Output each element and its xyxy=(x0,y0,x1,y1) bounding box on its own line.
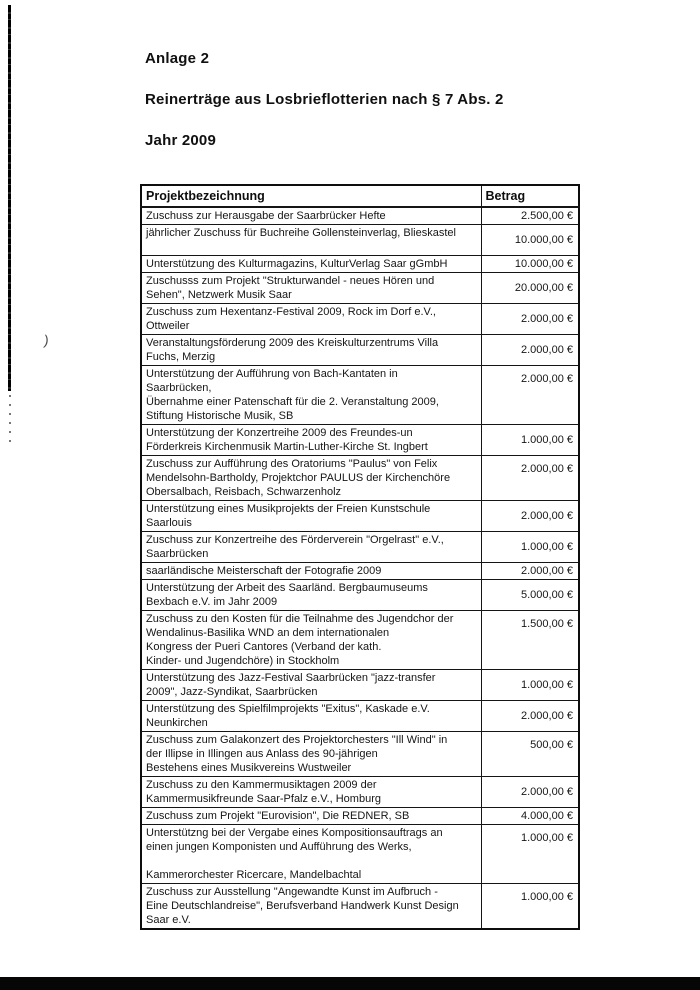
amount-cell: 10.000,00 € xyxy=(481,225,579,256)
project-cell: Zuschuss zur Aufführung des Oratoriums "Paulus" von Felix Mendelsohn-Bartholdy, Projektchor PAULUS der Kirchenchöre Obersalbach, Reisbach, Schwarzenholz xyxy=(141,456,481,501)
project-cell: Zuschuss zum Projekt "Eurovision", Die REDNER, SB xyxy=(141,808,481,825)
table-row xyxy=(141,256,579,273)
table-row xyxy=(141,884,579,930)
table-row xyxy=(141,563,579,580)
scan-artifact-bottom-bar xyxy=(0,977,700,990)
scan-artifact-left-line xyxy=(8,5,11,391)
table-row xyxy=(141,501,579,532)
project-cell: Unterstützung des Jazz-Festival Saarbrücken "jazz-transfer 2009", Jazz-Syndikat, Saarbrücken xyxy=(141,670,481,701)
amount-cell: 2.000,00 € xyxy=(481,563,579,580)
table-header-row xyxy=(141,185,579,207)
project-cell: Unterstützung eines Musikprojekts der Freien Kunstschule Saarlouis xyxy=(141,501,481,532)
column-header-amount: Betrag xyxy=(481,185,579,207)
project-cell: Zuschuss zum Hexentanz-Festival 2009, Rock im Dorf e.V., Ottweiler xyxy=(141,304,481,335)
amount-cell: 2.500,00 € xyxy=(481,207,579,225)
amount-cell: 1.500,00 € xyxy=(481,611,579,670)
project-cell: saarländische Meisterschaft der Fotografie 2009 xyxy=(141,563,481,580)
project-cell: Zuschuss zu den Kosten für die Teilnahme des Jugendchor der Wendalinus-Basilika WND an dem internationalen Kongress der Pueri Cantores (Verband der kath. Kinder- und Jugendchöre) in Stockholm xyxy=(141,611,481,670)
table-row xyxy=(141,456,579,501)
amount-cell: 2.000,00 € xyxy=(481,501,579,532)
document-header xyxy=(145,50,504,173)
table-row xyxy=(141,225,579,256)
table-row xyxy=(141,732,579,777)
attachment-title: Anlage 2 xyxy=(145,50,210,67)
table-row xyxy=(141,701,579,732)
table-row xyxy=(141,366,579,425)
column-header-project: Projektbezeichnung xyxy=(141,185,481,207)
amount-cell: 5.000,00 € xyxy=(481,580,579,611)
amount-cell: 10.000,00 € xyxy=(481,256,579,273)
table-row xyxy=(141,825,579,884)
margin-handwritten-mark: ) xyxy=(42,331,50,349)
amount-cell: 500,00 € xyxy=(481,732,579,777)
project-cell: Zuschuss zu den Kammermusiktagen 2009 der Kammermusikfreunde Saar-Pfalz e.V., Homburg xyxy=(141,777,481,808)
amount-cell: 2.000,00 € xyxy=(481,777,579,808)
project-cell: Zuschuss zum Galakonzert des Projektorchesters "Ill Wind" in der Illipse in Illingen aus Anlass des 90-jährigen Bestehens eines Musikvereins Wustweiler xyxy=(141,732,481,777)
year-title: Jahr 2009 xyxy=(145,132,217,149)
table-row xyxy=(141,611,579,670)
project-cell: Unterstützung des Spielfilmprojekts "Exitus", Kaskade e.V. Neunkirchen xyxy=(141,701,481,732)
amount-cell: 2.000,00 € xyxy=(481,701,579,732)
amount-cell: 1.000,00 € xyxy=(481,532,579,563)
project-cell: Unterstützung der Konzertreihe 2009 des Freundes-un Förderkreis Kirchenmusik Martin-Luther-Kirche St. Ingbert xyxy=(141,425,481,456)
table-row xyxy=(141,532,579,563)
table-row xyxy=(141,670,579,701)
project-cell: jährlicher Zuschuss für Buchreihe Gollensteinverlag, Blieskastel xyxy=(141,225,481,256)
project-cell: Zuschuss zur Ausstellung "Angewandte Kunst im Aufbruch - Eine Deutschlandreise", Berufsverband Handwerk Kunst Design Saar e.V. xyxy=(141,884,481,930)
table-row xyxy=(141,273,579,304)
table-row xyxy=(141,580,579,611)
amount-cell: 2.000,00 € xyxy=(481,335,579,366)
table-row xyxy=(141,777,579,808)
table-row xyxy=(141,207,579,225)
table-row xyxy=(141,304,579,335)
amount-cell: 1.000,00 € xyxy=(481,670,579,701)
page-title: Reinerträge aus Losbrieflotterien nach § 7 Abs. 2 xyxy=(145,91,504,108)
project-cell: Veranstaltungsförderung 2009 des Kreiskulturzentrums Villa Fuchs, Merzig xyxy=(141,335,481,366)
amount-cell: 2.000,00 € xyxy=(481,366,579,425)
amount-cell: 1.000,00 € xyxy=(481,884,579,930)
amount-cell: 20.000,00 € xyxy=(481,273,579,304)
grants-table xyxy=(140,184,580,930)
amount-cell: 2.000,00 € xyxy=(481,304,579,335)
amount-cell: 1.000,00 € xyxy=(481,425,579,456)
project-cell: Zuschusss zum Projekt "Strukturwandel - neues Hören und Sehen", Netzwerk Musik Saar xyxy=(141,273,481,304)
project-cell: Unterstützung der Arbeit des Saarländ. Bergbaumuseums Bexbach e.V. im Jahr 2009 xyxy=(141,580,481,611)
project-cell: Unterstützung der Aufführung von Bach-Kantaten in Saarbrücken, Übernahme einer Patenschaft für die 2. Veranstaltung 2009, Stiftung Historische Musik, SB xyxy=(141,366,481,425)
table-row xyxy=(141,425,579,456)
amount-cell: 2.000,00 € xyxy=(481,456,579,501)
amount-cell: 4.000,00 € xyxy=(481,808,579,825)
project-cell: Unterstützung des Kulturmagazins, KulturVerlag Saar gGmbH xyxy=(141,256,481,273)
project-cell: Zuschuss zur Konzertreihe des Förderverein "Orgelrast" e.V., Saarbrücken xyxy=(141,532,481,563)
table-row xyxy=(141,335,579,366)
table-body xyxy=(141,207,579,929)
project-cell: Unterstützng bei der Vergabe eines Kompositionsauftrags an einen jungen Komponisten und Aufführung des Werks, Kammerorchester Ricercare, Mandelbachtal xyxy=(141,825,481,884)
table-row xyxy=(141,808,579,825)
project-cell: Zuschuss zur Herausgabe der Saarbrücker Hefte xyxy=(141,207,481,225)
scan-artifact-left-dots xyxy=(9,395,11,445)
amount-cell: 1.000,00 € xyxy=(481,825,579,884)
